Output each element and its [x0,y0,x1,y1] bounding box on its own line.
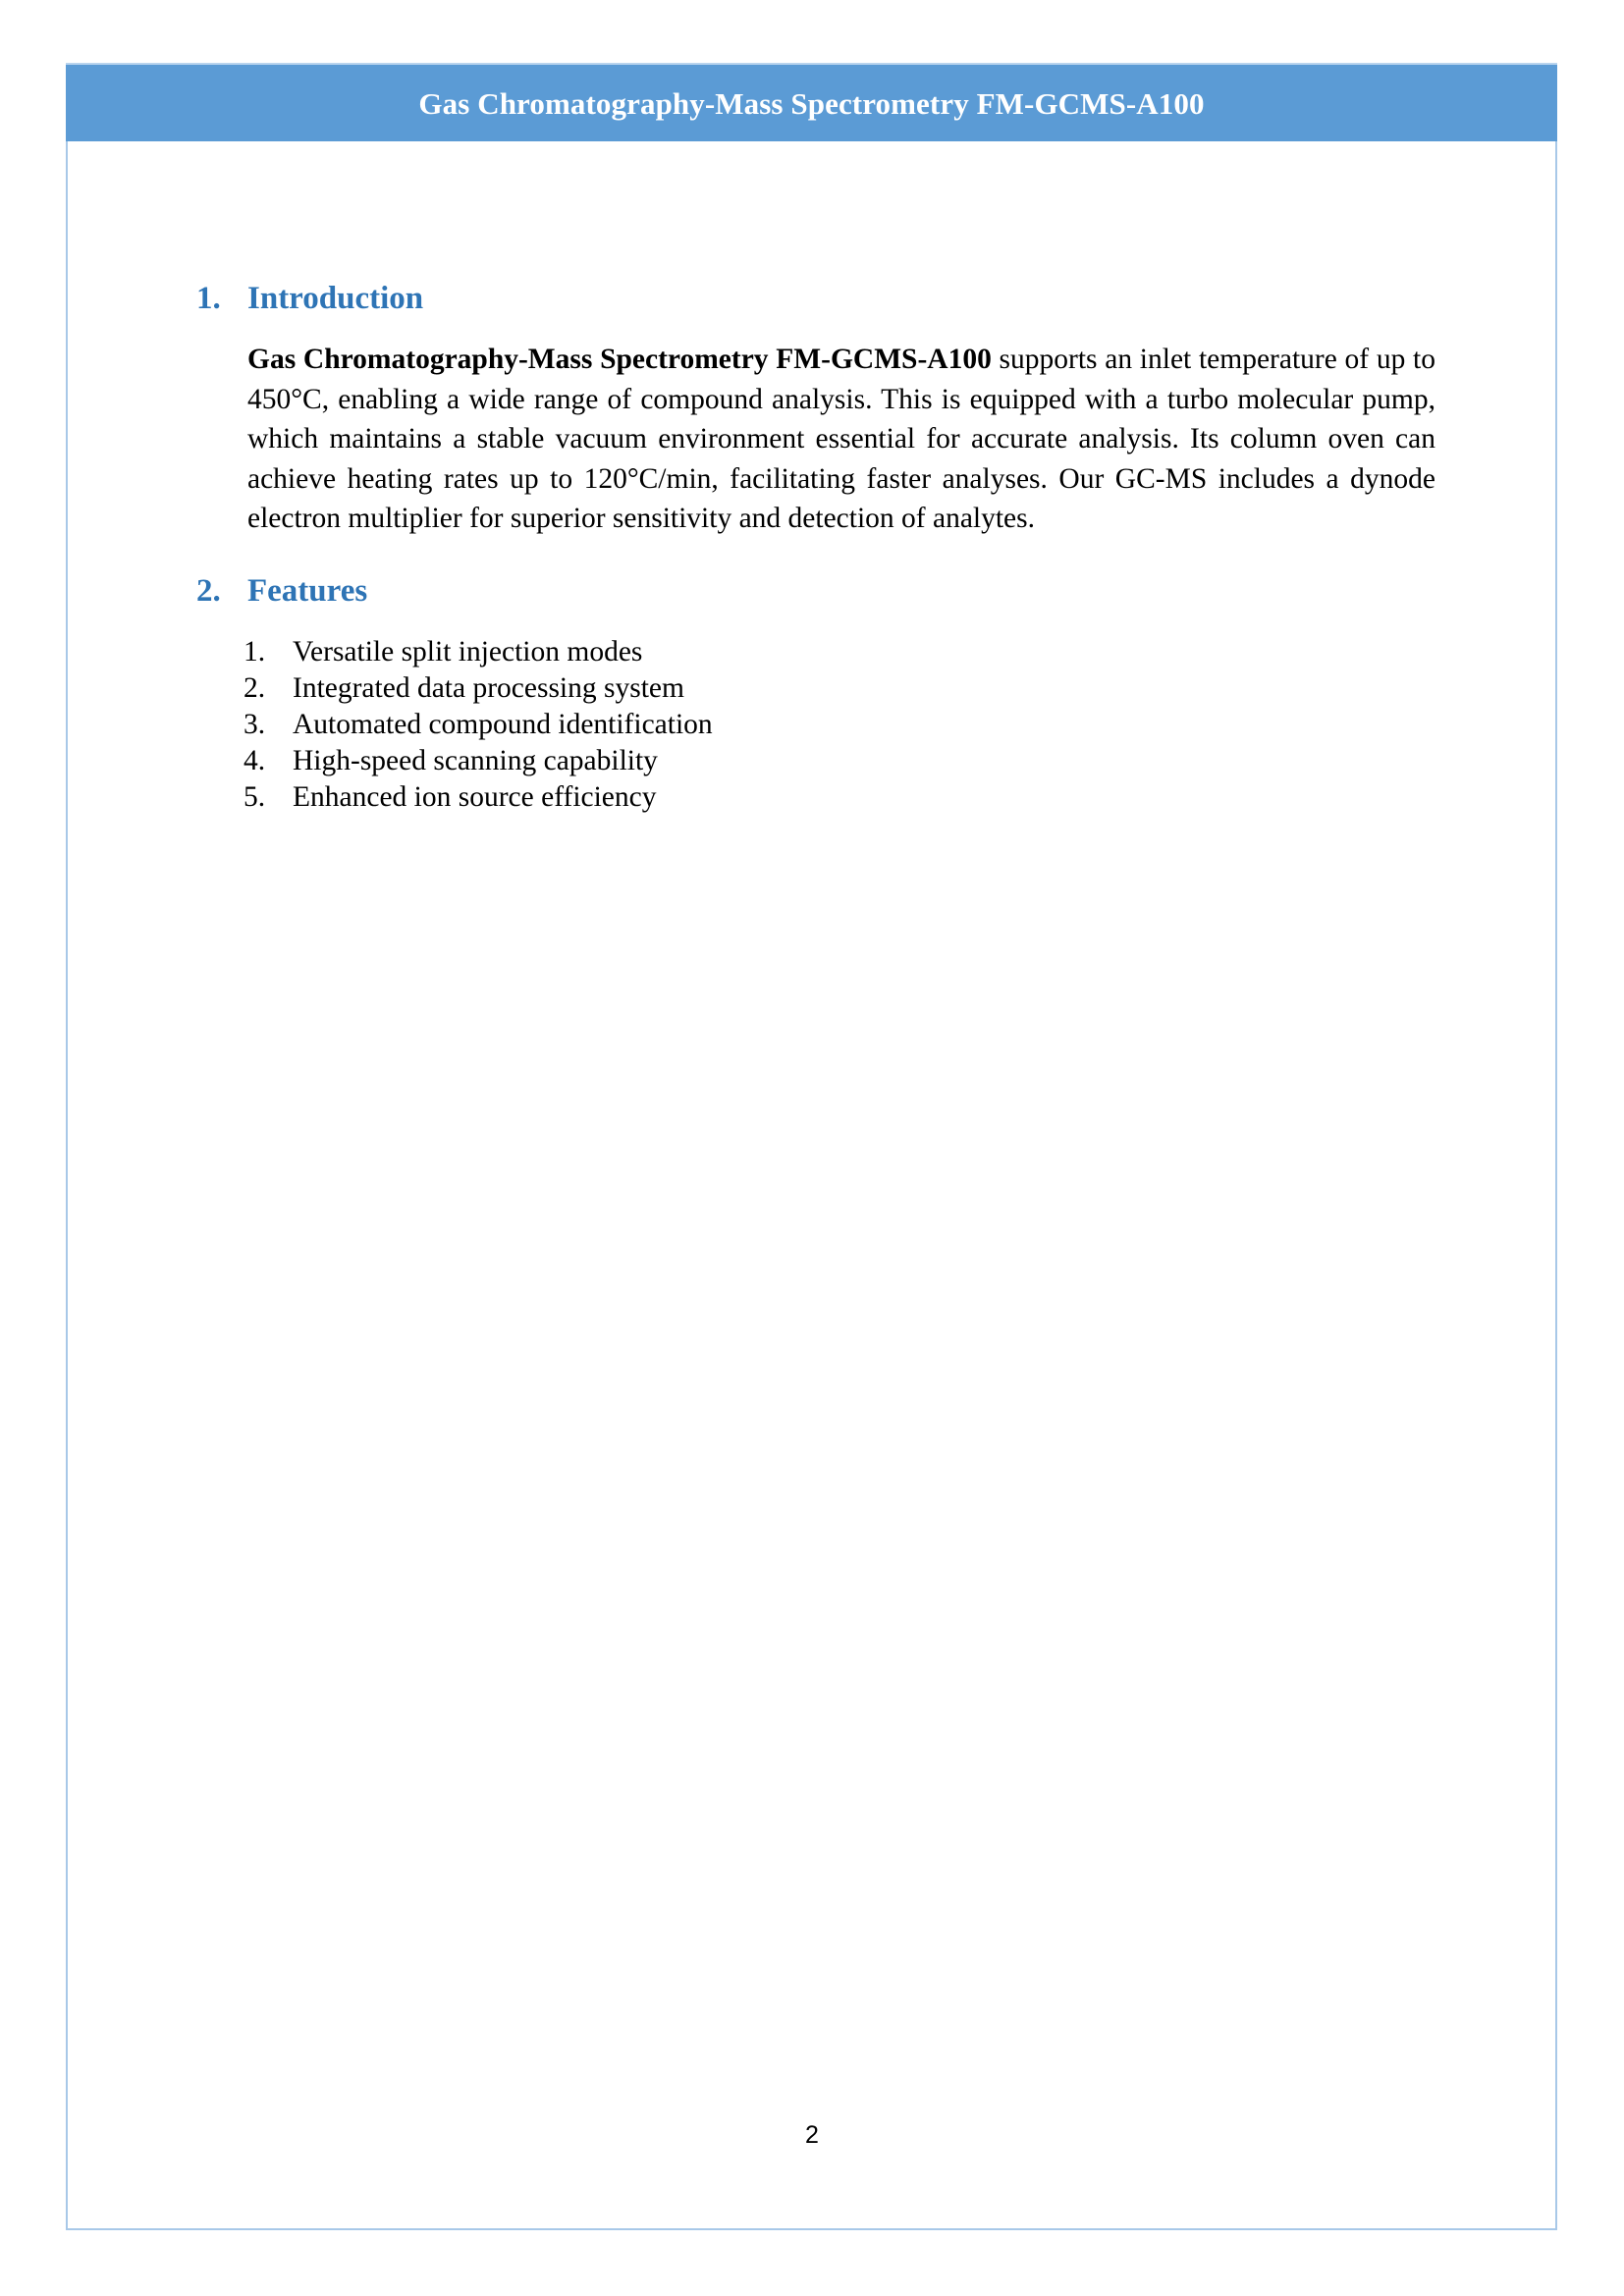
introduction-paragraph-lead: Gas Chromatography-Mass Spectrometry FM-GCMS-A100 [247,344,992,375]
document-content [0,141,1624,1123]
list-item-number: 1. [244,636,266,667]
list-item [0,743,1624,779]
list-item [0,670,1624,707]
list-item-number: 4. [244,745,266,776]
section-title: Features [247,573,368,609]
introduction-paragraph-body: supports an inlet temperature of up to 450°C, enabling a wide range of compound analysis. This is equipped with a turbo molecular pump, which maintains a stable vacuum environment essential for accurate analysis. Its column oven can achieve heating rates up to 120°C/min, facilitating faster analyses. Our GC-MS includes a dynode electron multiplier for superior sensitivity and detection of analytes. [247,344,1435,534]
section-number: 1. [196,281,221,316]
list-item-label: Integrated data processing system [293,672,684,704]
introduction-paragraph [247,340,1435,539]
list-item [0,707,1624,743]
list-item-label: Versatile split injection modes [293,636,643,667]
list-item-label: Automated compound identification [293,709,713,740]
section-features [0,573,1624,1123]
list-item-label: High-speed scanning capability [293,745,658,776]
list-item-number: 2. [244,672,266,704]
list-item [0,779,1624,816]
section-number: 2. [196,573,221,609]
list-item [0,634,1624,670]
list-item-label: Enhanced ion source efficiency [293,781,657,813]
features-list [0,634,1624,816]
list-item-number: 5. [244,781,266,813]
document-header-title: Gas Chromatography-Mass Spectrometry FM-GCMS-A100 [418,85,1205,121]
list-item-number: 3. [244,709,266,740]
header-banner [66,63,1557,141]
footer-page-number: 2 [805,2121,819,2149]
section-title: Introduction [247,281,424,316]
